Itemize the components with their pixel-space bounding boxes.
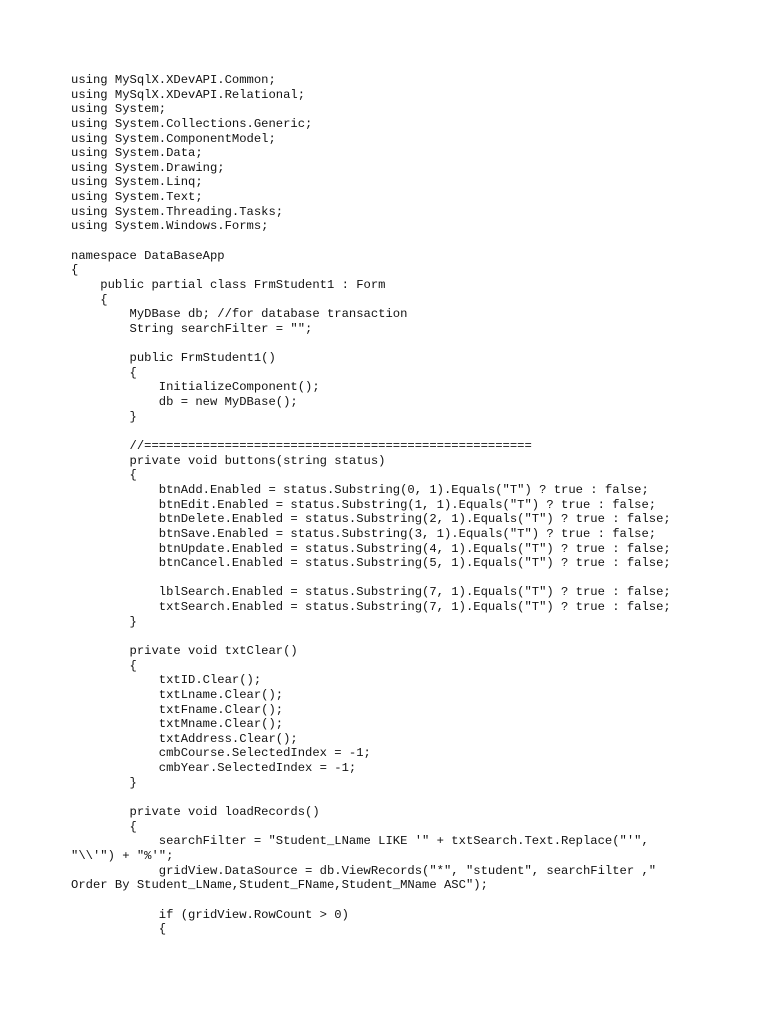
code-line: String searchFilter = ""; xyxy=(71,321,313,336)
code-line: cmbYear.SelectedIndex = -1; xyxy=(71,761,357,776)
code-line: { xyxy=(71,263,79,278)
code-line: using System.Data; xyxy=(71,146,203,161)
code-line: btnSave.Enabled = status.Substring(3, 1).Equals("T") ? true : false; xyxy=(71,526,657,541)
code-line: using MySqlX.XDevAPI.Common; xyxy=(71,73,276,87)
code-line xyxy=(71,424,671,439)
code-line: public partial class FrmStudent1 : Form xyxy=(71,277,386,292)
code-line: txtAddress.Clear(); xyxy=(71,731,298,746)
code-line: { xyxy=(71,819,137,834)
code-line: lblSearch.Enabled = status.Substring(7, 1).Equals("T") ? true : false; xyxy=(71,585,671,600)
code-line: txtLname.Clear(); xyxy=(71,687,284,702)
code-line: { xyxy=(71,922,167,937)
code-line: using System.Drawing; xyxy=(71,160,225,175)
code-line: MyDBase db; //for database transaction xyxy=(71,307,408,322)
code-line: Order By Student_LName,Student_FName,Student_MName ASC"); xyxy=(71,878,488,893)
code-line: cmbCourse.SelectedIndex = -1; xyxy=(71,746,371,761)
code-line: db = new MyDBase(); xyxy=(71,395,298,410)
code-line: btnUpdate.Enabled = status.Substring(4, 1).Equals("T") ? true : false; xyxy=(71,541,671,556)
code-line: } xyxy=(71,614,137,629)
code-line: btnDelete.Enabled = status.Substring(2, 1).Equals("T") ? true : false; xyxy=(71,512,671,527)
code-line: btnAdd.Enabled = status.Substring(0, 1).Equals("T") ? true : false; xyxy=(71,482,649,497)
code-line: "\\'") + "%'"; xyxy=(71,848,174,863)
code-line: { xyxy=(71,292,108,307)
code-line: } xyxy=(71,409,137,424)
code-line: private void loadRecords() xyxy=(71,805,320,820)
code-line xyxy=(71,790,671,805)
code-line: if (gridView.RowCount > 0) xyxy=(71,907,349,922)
code-line: } xyxy=(71,775,137,790)
code-line: namespace DataBaseApp xyxy=(71,248,225,263)
code-line: btnCancel.Enabled = status.Substring(5, 1).Equals("T") ? true : false; xyxy=(71,556,671,571)
code-line: using System.ComponentModel; xyxy=(71,131,276,146)
code-line xyxy=(71,571,671,586)
code-line: gridView.DataSource = db.ViewRecords("*", "student", searchFilter ," xyxy=(71,863,657,878)
code-line: using System.Linq; xyxy=(71,175,203,190)
code-line: searchFilter = "Student_LName LIKE '" + txtSearch.Text.Replace("'", xyxy=(71,834,649,849)
code-line: txtFname.Clear(); xyxy=(71,702,284,717)
code-line: txtSearch.Enabled = status.Substring(7, 1).Equals("T") ? true : false; xyxy=(71,600,671,615)
code-line xyxy=(71,234,671,249)
code-line: public FrmStudent1() xyxy=(71,351,276,366)
code-line: { xyxy=(71,365,137,380)
code-line xyxy=(71,629,671,644)
code-line: private void txtClear() xyxy=(71,643,298,658)
code-line xyxy=(71,893,671,908)
code-line: { xyxy=(71,658,137,673)
code-line: { xyxy=(71,468,137,483)
code-line: txtID.Clear(); xyxy=(71,673,262,688)
code-listing xyxy=(71,73,671,937)
code-line: using MySqlX.XDevAPI.Relational; xyxy=(71,87,306,102)
code-line: InitializeComponent(); xyxy=(71,380,320,395)
code-line: using System.Collections.Generic; xyxy=(71,116,313,131)
code-line: private void buttons(string status) xyxy=(71,453,386,468)
code-line: using System; xyxy=(71,102,167,117)
code-line: using System.Text; xyxy=(71,190,203,205)
code-line: txtMname.Clear(); xyxy=(71,717,284,732)
code-line: btnEdit.Enabled = status.Substring(1, 1).Equals("T") ? true : false; xyxy=(71,497,657,512)
code-line: using System.Windows.Forms; xyxy=(71,219,269,234)
code-line: using System.Threading.Tasks; xyxy=(71,204,284,219)
code-line xyxy=(71,337,671,352)
code-line: //===================================================== xyxy=(71,439,532,454)
